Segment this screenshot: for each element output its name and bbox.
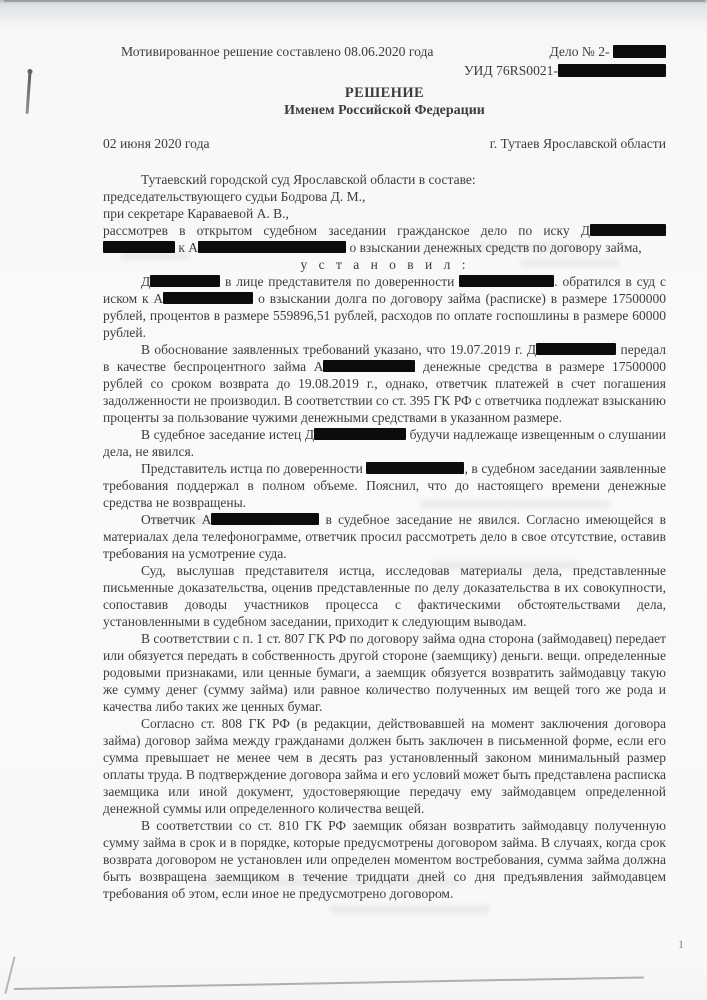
redaction-box <box>103 241 175 253</box>
paragraph: В судебное заседание истец Д будучи надлежаще извещенным о слушании дела, не явился. <box>103 427 667 459</box>
redaction-box <box>163 292 253 304</box>
uid-row <box>103 63 666 79</box>
paper-fold-line <box>14 976 644 989</box>
paragraph: Суд, выслушав представителя истца, исследовав материалы дела, представленные письменные доказательства, оценив представленные по делу доказательства в их совокупности, сопоставив доводы участников процесса с фактическими обстоятельствами дела, установленными в судебном заседании, приходит к следующим выводам. <box>103 563 666 629</box>
paragraph: при секретаре Караваевой А. В., <box>103 206 289 221</box>
scan-artifact <box>330 905 490 914</box>
paragraph: председательствующего судьи Бодрова Д. М., <box>103 189 366 204</box>
pen-mark <box>26 72 32 114</box>
date-place-row <box>103 136 666 152</box>
paragraph: Представитель истца по доверенности , в судебном заседании заявленные требования поддержал в полном объеме. Пояснил, что до настоящего времени денежные средства не возвращены. <box>103 461 666 510</box>
redaction-box <box>323 360 415 372</box>
scan-top-edge <box>0 0 707 26</box>
case-number <box>549 44 666 60</box>
motivated-decision-line: Мотивированное решение составлено 08.06.2020 года <box>121 44 434 59</box>
paragraph: рассмотрев в открытом судебном заседании гражданское дело по иску Д к А о взыскании денежных средств по договору займа, <box>103 222 666 256</box>
case-number-label: Дело № 2- <box>549 44 610 59</box>
page-number: 1 <box>678 937 684 951</box>
document-subtitle: Именем Российской Федерации <box>284 103 485 118</box>
header-row <box>103 44 666 60</box>
document-title: РЕШЕНИЕ <box>344 85 425 101</box>
paragraph: В соответствии с п. 1 ст. 807 ГК РФ по договору займа одна сторона (займодавец) передает или обязуется передать в собственность другой стороне (заемщику) деньги. вещи. определенные родовыми признаками, или ценные бумаги, а заемщик обязуется возвратить займодавцу такую же сумму денег (сумму займа) или равное количество полученных им вещей того же рода и качества либо таких же ценных бумаг. <box>103 631 666 714</box>
paragraph: Ответчик А в судебное заседание не явился. Согласно имеющейся в материалах дела телефонограмме, ответчик просил рассмотреть дело в свое отсутствие, оставив требования на усмотрение суда. <box>103 512 666 561</box>
decision-place: г. Тутаев Ярославской области <box>489 136 666 151</box>
redaction-box <box>536 343 616 355</box>
paragraph: Согласно ст. 808 ГК РФ (в редакции, действовавшей на момент заключения договора займа) договор займа между гражданами должен быть заключен в письменной форме, если его сумма превышает не менее чем в десять раз установленный законом минимальный размер оплаты труда. В подтверждение договора займа и его условий может быть представлена расписка заемщика или иной документ, удостоверяющие передачу ему займодавцем определенной денежной суммы или определенного количества вещей. <box>103 716 666 816</box>
redaction-box <box>366 462 464 474</box>
redaction-box <box>613 45 666 58</box>
document-content <box>103 44 666 902</box>
uid-label: УИД 76RS0021- <box>463 63 558 78</box>
paragraph: у с т а н о в и л : <box>300 257 469 272</box>
redaction-box <box>558 64 666 77</box>
redaction-box <box>459 275 554 287</box>
paragraph: Д в лице представителя по доверенности . обратился в суд с иском к А о взыскании долга по договору займа (расписке) в размере 17500000 рублей, процентов в размере 559896,51 рублей, расходов по оплате госпошлины в размере 60000 рублей. <box>103 274 666 340</box>
redaction-box <box>150 275 220 287</box>
paragraph: В соответствии со ст. 810 ГК РФ заемщик обязан возвратить займодавцу полученную сумму займа в срок и в порядке, которые предусмотрены договором займа. В случаях, когда срок возврата договором не установлен или определен моментом востребования, сумма займа должна быть возвращена заемщиком в течение тридцати дней со дня предъявления займодавцем требования об этом, если иное не предусмотрено договором. <box>103 818 666 901</box>
paragraph: Тутаевский городской суд Ярославской области в составе: <box>141 172 476 187</box>
document-body <box>103 171 666 902</box>
redaction-box <box>314 428 406 440</box>
paragraph: В обоснование заявленных требований указано, что 19.07.2019 г. Д передал в качестве беспроцентного займа А денежные средства в размере 17500000 рублей со сроком возврата до 19.08.2019 г., однако, ответчик платежей в счет погашения задолженности не производил. В соответствии со ст. 395 ГК РФ с ответчика подлежат взысканию проценты за пользование чужими денежными средствами в указанном размере. <box>103 342 666 425</box>
redaction-box <box>198 241 346 253</box>
redaction-box <box>590 224 666 236</box>
redaction-box <box>211 513 319 525</box>
decision-date: 02 июня 2020 года <box>103 136 210 151</box>
